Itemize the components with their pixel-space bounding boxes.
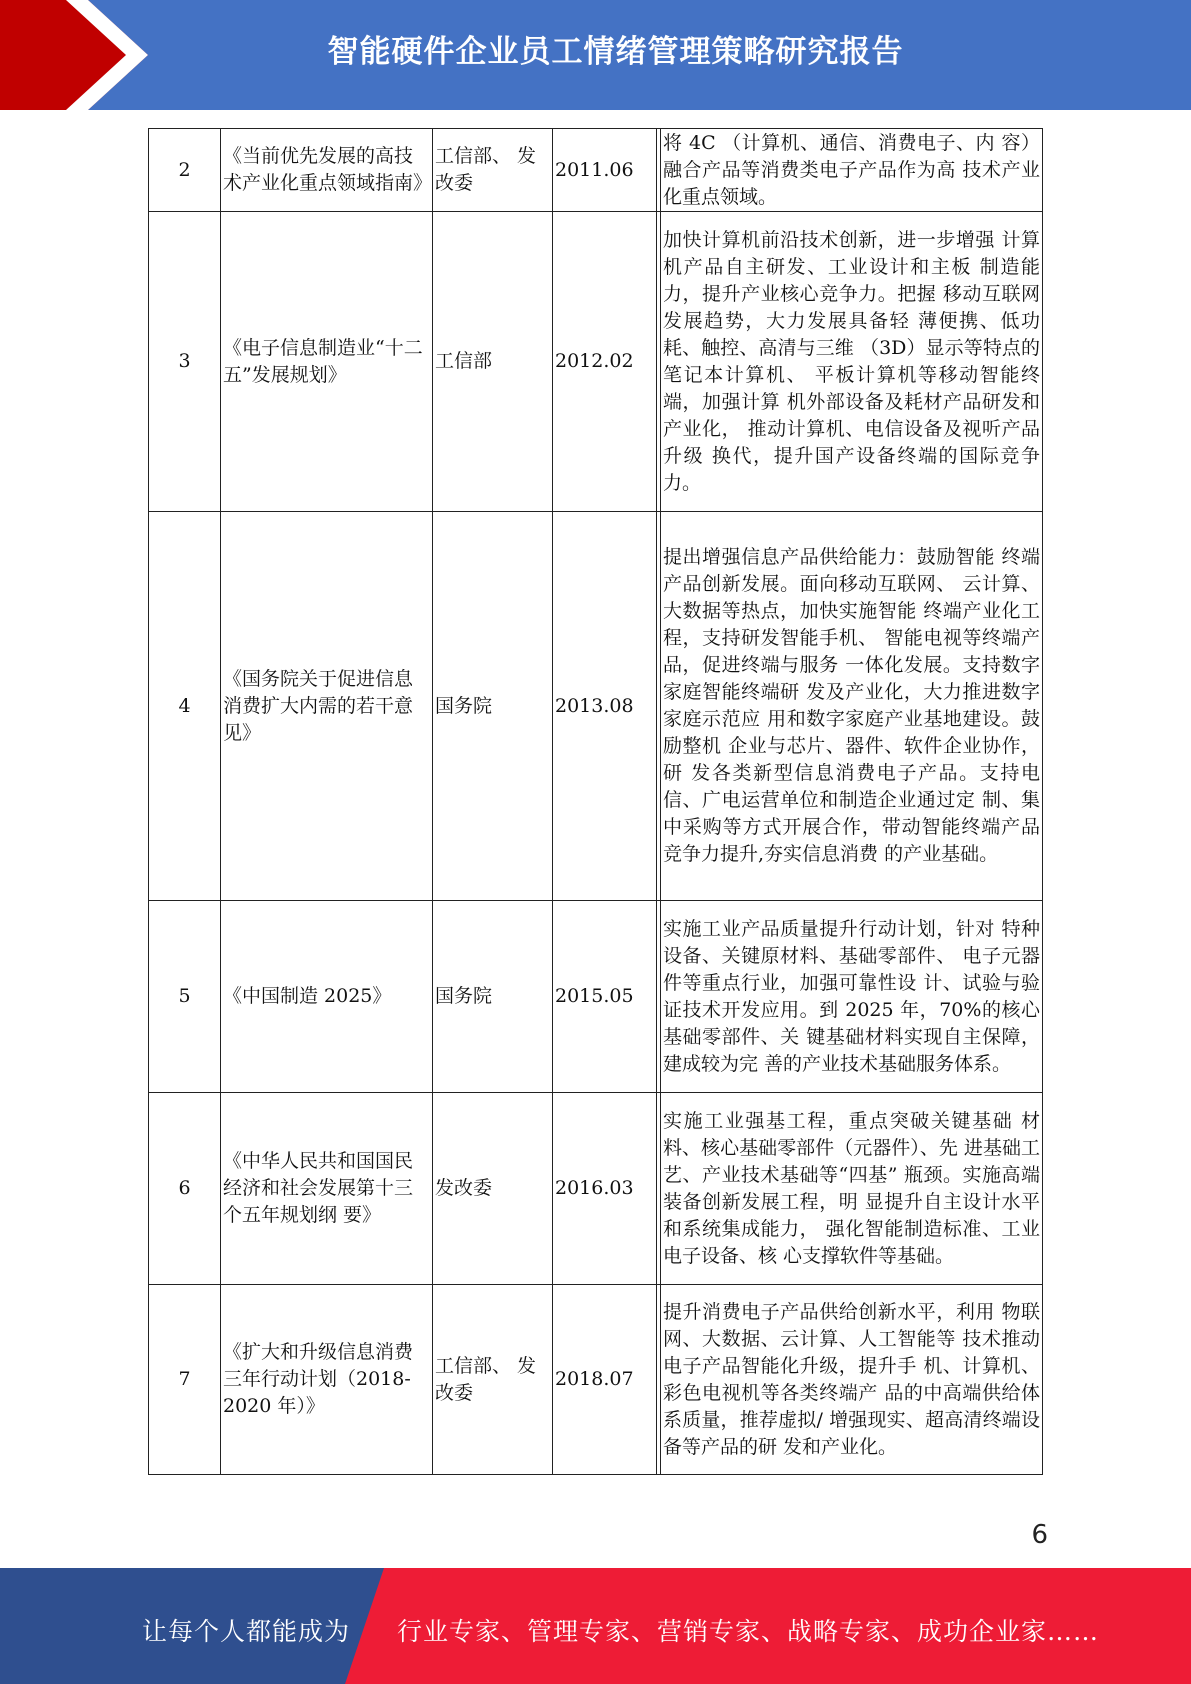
slogan-left: 让每个人都能成为 <box>142 1617 351 1646</box>
issuing-department: 国务院 <box>433 901 553 1093</box>
policy-name: 《当前优先发展的高技术产业化重点领域指南》 <box>221 129 433 212</box>
policy-description: 将 4C （计算机、通信、消费电子、内 容）融合产品等消费类电子产品作为高 技术产业化重点领域。 <box>661 129 1043 212</box>
policy-description: 实施工业产品质量提升行动计划，针对 特种设备、关键原材料、基础零部件、 电子元器件等重点行业，加强可靠性设 计、试验与验证技术开发应用。到 2025 年，70%的核心基础零部件、关 键基础材料实现自主保障，建成较为完 善的产业技术基础服务体系。 <box>661 901 1043 1093</box>
table-row <box>149 901 1043 1093</box>
row-number: 2 <box>149 129 221 212</box>
issue-date: 2015.05 <box>553 901 657 1093</box>
policy-table <box>148 128 1043 1475</box>
policy-description: 提出增强信息产品供给能力：鼓励智能 终端产品创新发展。面向移动互联网、 云计算、大数据等热点，加快实施智能 终端产业化工程，支持研发智能手机、 智能电视等终端产品，促进终端与服务 一体化发展。支持数字家庭智能终端研 发及产业化，大力推进数字家庭示范应 用和数字家庭产业基地建设。鼓励整机 企业与芯片、器件、软件企业协作，研 发各类新型信息消费电子产品。支持电 信、广电运营单位和制造企业通过定 制、集中采购等方式开展合作，带动智能终端产品竞争力提升,夯实信息消费 的产业基础。 <box>661 512 1043 901</box>
issuing-department: 工信部、 发改委 <box>433 1285 553 1475</box>
issuing-department: 工信部、 发改委 <box>433 129 553 212</box>
table-row <box>149 1285 1043 1475</box>
issue-date: 2012.02 <box>553 212 657 512</box>
issue-date: 2016.03 <box>553 1093 657 1285</box>
row-number: 3 <box>149 212 221 512</box>
report-title: 智能硬件企业员工情绪管理策略研究报告 <box>327 34 904 70</box>
policy-description: 提升消费电子产品供给创新水平，利用 物联网、大数据、云计算、人工智能等 技术推动电子产品智能化升级，提升手 机、计算机、彩色电视机等各类终端产 品的中高端供给体系质量，推荐虚拟/ 增强现实、超高清终端设备等产品的研 发和产业化。 <box>661 1285 1043 1475</box>
table-row <box>149 512 1043 901</box>
policy-description: 加快计算机前沿技术创新，进一步增强 计算机产品自主研发、工业设计和主板 制造能力，提升产业核心竞争力。把握 移动互联网发展趋势，大力发展具备轻 薄便携、低功耗、触控、高清与三维 （3D）显示等特点的笔记本计算机、 平板计算机等移动智能终端，加强计算 机外部设备及耗材产品研发和产业化， 推动计算机、电信设备及视听产品升级 换代，提升国产设备终端的国际竞争 力。 <box>661 212 1043 512</box>
issuing-department: 国务院 <box>433 512 553 901</box>
policy-name: 《中国制造 2025》 <box>221 901 433 1093</box>
row-number: 5 <box>149 901 221 1093</box>
table-row <box>149 1093 1043 1285</box>
page-header <box>0 0 1191 110</box>
row-number: 7 <box>149 1285 221 1475</box>
slogan-right: 行业专家、管理专家、营销专家、战略专家、成功企业家…… <box>397 1617 1100 1646</box>
page-footer <box>0 1568 1191 1684</box>
policy-name: 《国务院关于促进信息消费扩大内需的若干意见》 <box>221 512 433 901</box>
table-row <box>149 212 1043 512</box>
row-number: 4 <box>149 512 221 901</box>
policy-description: 实施工业强基工程，重点突破关键基础 材料、核心基础零部件（元器件）、先 进基础工艺、产业技术基础等“四基” 瓶颈。实施高端装备创新发展工程，明 显提升自主设计水平和系统集成能力， 强化智能制造标准、工业电子设备、核 心支撑软件等基础。 <box>661 1093 1043 1285</box>
issue-date: 2018.07 <box>553 1285 657 1475</box>
issue-date: 2011.06 <box>553 129 657 212</box>
table-row <box>149 129 1043 212</box>
page-number: 6 <box>1031 1520 1048 1550</box>
row-number: 6 <box>149 1093 221 1285</box>
policy-name: 《中华人民共和国国民经济和社会发展第十三个五年规划纲 要》 <box>221 1093 433 1285</box>
policy-name: 《电子信息制造业“十二五”发展规划》 <box>221 212 433 512</box>
policy-name: 《扩大和升级信息消费三年行动计划（2018-2020 年）》 <box>221 1285 433 1475</box>
issuing-department: 发改委 <box>433 1093 553 1285</box>
issuing-department: 工信部 <box>433 212 553 512</box>
issue-date: 2013.08 <box>553 512 657 901</box>
